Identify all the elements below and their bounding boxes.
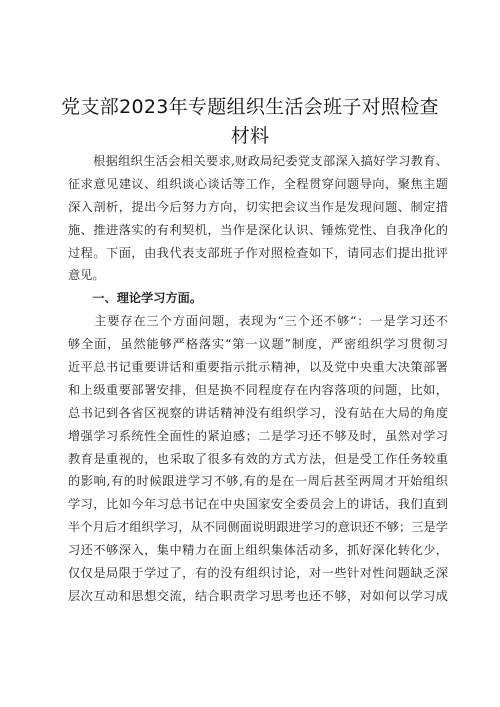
document-title-line-1: 党支部2023年专题组织生活会班子对照检查 (61, 96, 439, 118)
section-line: 近平总书记重要讲话和重要指示批示精神，以及党中央重大决策部署 (68, 360, 448, 375)
section-line: 的影响,有的时候跟进学习不够,有的是在一周后甚至两周才开始组织 (68, 474, 448, 489)
section-line: 半个月后才组织学习，从不同侧面说明跟进学习的意识还不够；三是学 (68, 520, 448, 535)
intro-line: 征求意见建议、组织谈心谈话等工作，全程贯穿问题导向，聚焦主题 (68, 176, 448, 191)
document-body (68, 150, 448, 608)
section-line: 和上级重要部署安排，但是换不同程度存在内容落项的问题，比如， (68, 382, 448, 397)
intro-line: 根据组织生活会相关要求,财政局纪委党支部深入搞好学习教育、 (68, 154, 448, 168)
section-heading: 一、理论学习方面。 (68, 291, 203, 306)
section-line: 够全面，虽然能够严格落实“第一议题”制度，严密组织学习贯彻习 (68, 337, 448, 352)
section-line: 学习，比如今年习总书记在中央国家安全委员会上的讲话，我们直到 (68, 497, 448, 512)
section-line: 总书记到各省区视察的讲话精神没有组织学习，没有站在大局的角度 (68, 405, 448, 420)
section-line: 仅仅是局限于学过了，有的没有组织讨论，对一些针对性问题缺乏深 (68, 566, 448, 581)
section-line: 教育是重视的，也采取了很多有效的方式方法，但是受工作任务较重 (68, 451, 448, 466)
intro-line: 意见。 (68, 268, 105, 283)
intro-line: 过程。下面，由我代表支部班子作对照检查如下，请同志们提出批评 (68, 245, 448, 260)
intro-line: 深入剖析，提出今后努力方向，切实把会议当作是发现问题、制定措 (68, 199, 448, 214)
section-line: 主要存在三个方面问题，表现为“三个还不够“：一是学习还不 (68, 314, 448, 329)
section-line: 习还不够深入，集中精力在面上组织集体活动多，抓好深化转化少， (68, 543, 448, 558)
section-line: 层次互动和思想交流，结合职责学习思考也还不够，对如何以学习成 (68, 588, 448, 603)
section-line: 增强学习系统性全面性的紧迫感；二是学习还不够及时，虽然对学习 (68, 428, 448, 443)
document-title-line-2: 材料 (230, 125, 270, 147)
intro-line: 施、推进落实的有利契机，当作是深化认识、锤炼党性、自我净化的 (68, 222, 448, 237)
